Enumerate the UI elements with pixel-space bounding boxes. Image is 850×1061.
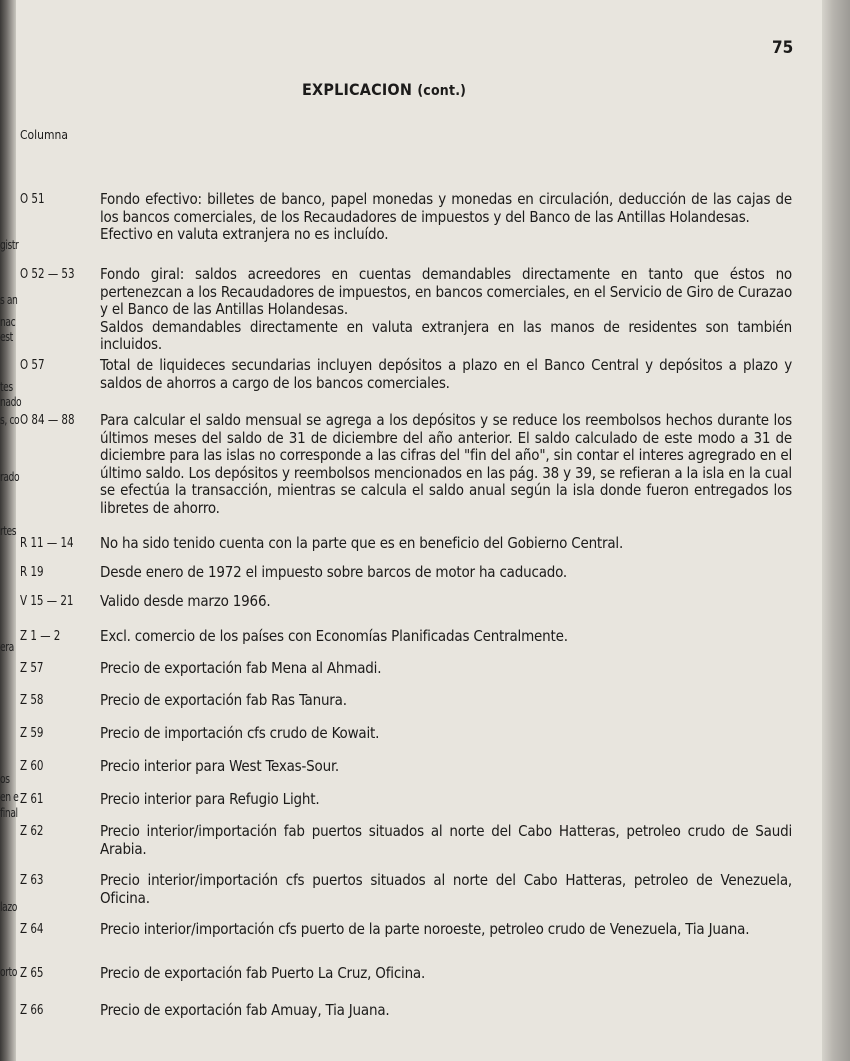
- entry-code: Z 64: [20, 921, 44, 937]
- margin-fragment: tes: [0, 380, 13, 394]
- entry-paragraph: Fondo giral: saldos acreedores en cuentas demandables directamente en tanto que éstos no pertenezcan a los Recaudadores de impuestos, en bancos comerciales, en el Servicio de Giro de Curazao y el Banco de las Antillas Holandesas.: [100, 265, 792, 318]
- entry-code: Z 62: [20, 823, 44, 839]
- entry-text: [100, 412, 792, 517]
- margin-fragment: os: [0, 772, 10, 786]
- entry-paragraph: Precio interior/importación cfs puertos situados al norte del Cabo Hatteras, petroleo de Venezuela, Oficina.: [100, 871, 792, 907]
- entry-paragraph: Precio de importación cfs crudo de Kowait.: [100, 724, 380, 742]
- column-header: Columna: [20, 128, 68, 142]
- entry-paragraph: No ha sido tenido cuenta con la parte que es en beneficio del Gobierno Central.: [100, 534, 624, 552]
- entry-code: Z 63: [20, 872, 44, 888]
- entry-paragraph: Precio interior/importación fab puertos situados al norte del Cabo Hatteras, petroleo crudo de Saudi Arabia.: [100, 822, 792, 858]
- margin-fragment: era: [0, 640, 14, 654]
- margin-fragment: lazo: [0, 900, 17, 914]
- margin-fragment: orto: [0, 965, 17, 979]
- entry-paragraph: Precio de exportación fab Mena al Ahmadi.: [100, 659, 382, 677]
- entry-paragraph: Para calcular el saldo mensual se agrega a los depósitos y se reduce los reembolsos hechos durante los últimos meses del saldo de 31 de diciembre del año anterior. El saldo calculado de este modo a 31 de diciembre para las islas no corresponde a las cifras del "fin del año", sin contar el interes agregrado en el último saldo. Los depósitos y reembolsos mencionados en las pág. 38 y 39, se refieran a la isla en la cual se efectúa la transacción, mientras se calcula el saldo anual según la isla donde fueron entregados los libretes de ahorro.: [100, 411, 792, 517]
- entry-code: Z 60: [20, 758, 44, 774]
- page-title: [302, 80, 466, 99]
- entry-paragraph: Precio de exportación fab Puerto La Cruz, Oficina.: [100, 964, 426, 982]
- entry-text: [100, 725, 792, 743]
- margin-fragment: est: [0, 330, 13, 344]
- entry-code: Z 61: [20, 791, 44, 807]
- margin-fragment: s, co: [0, 413, 20, 427]
- entry-paragraph: Total de liquideces secundarias incluyen depósitos a plazo en el Banco Central y depósitos a plazo y saldos de ahorros a cargo de los bancos comerciales.: [100, 356, 792, 392]
- entry-code: V 15 — 21: [20, 593, 74, 609]
- entry-text: [100, 535, 792, 553]
- entry-paragraph: Desde enero de 1972 el impuesto sobre barcos de motor ha caducado.: [100, 563, 568, 581]
- entry-text: [100, 872, 792, 907]
- entry-text: [100, 965, 792, 983]
- title-text: EXPLICACION: [302, 80, 413, 99]
- entry-code: O 51: [20, 191, 45, 207]
- entry-paragraph: Fondo efectivo: billetes de banco, papel monedas y monedas en circulación, deducción de las cajas de los bancos comerciales, de los Recaudadores de impuestos y del Banco de las Antillas Holandesas.: [100, 190, 792, 226]
- margin-fragment: en e: [0, 790, 19, 804]
- entry-code: Z 59: [20, 725, 44, 741]
- entry-text: [100, 692, 792, 710]
- entry-code: Z 58: [20, 692, 44, 708]
- page-binding-edge: [822, 0, 850, 1061]
- entry-code: O 52 — 53: [20, 266, 75, 282]
- entry-text: [100, 191, 792, 244]
- entry-paragraph: Precio interior para Refugio Light.: [100, 790, 320, 808]
- entry-paragraph: Efectivo en valuta extranjera no es incluído.: [100, 225, 389, 243]
- entry-text: [100, 1002, 792, 1020]
- entry-paragraph: Excl. comercio de los países con Economías Planificadas Centralmente.: [100, 627, 568, 645]
- entry-text: [100, 823, 792, 858]
- title-suffix: (cont.): [417, 83, 467, 99]
- margin-fragment: nac: [0, 315, 16, 329]
- entry-paragraph: Saldos demandables directamente en valuta extranjera en las manos de residentes son también incluidos.: [100, 317, 792, 353]
- entry-code: Z 57: [20, 660, 44, 676]
- entry-text: [100, 758, 792, 776]
- entry-code: Z 66: [20, 1002, 44, 1018]
- entry-code: R 11 — 14: [20, 535, 74, 551]
- entry-code: Z 65: [20, 965, 44, 981]
- entry-text: [100, 791, 792, 809]
- margin-fragment: rtes: [0, 524, 17, 538]
- entry-paragraph: Precio de exportación fab Ras Tanura.: [100, 691, 347, 709]
- entry-paragraph: Precio interior para West Texas-Sour.: [100, 757, 340, 775]
- entry-paragraph: Precio de exportación fab Amuay, Tia Juana.: [100, 1001, 390, 1019]
- entry-code: R 19: [20, 564, 44, 580]
- entry-code: O 84 — 88: [20, 412, 75, 428]
- entry-text: [100, 660, 792, 678]
- entry-text: [100, 921, 792, 939]
- entry-text: [100, 593, 792, 611]
- entry-code: O 57: [20, 357, 45, 373]
- entry-paragraph: Valido desde marzo 1966.: [100, 592, 271, 610]
- entry-text: [100, 564, 792, 582]
- page-number: 75: [772, 38, 794, 58]
- margin-fragment: final: [0, 806, 18, 820]
- margin-fragment: gistr: [0, 238, 19, 252]
- margin-fragment: s an: [0, 293, 18, 307]
- entry-text: [100, 357, 792, 392]
- entry-text: [100, 266, 792, 354]
- margin-fragment: rado: [0, 470, 20, 484]
- entry-paragraph: Precio interior/importación cfs puerto de la parte noroeste, petroleo crudo de Venezuela, Tia Juana.: [100, 920, 750, 938]
- margin-fragment: nado: [0, 395, 22, 409]
- entry-text: [100, 628, 792, 646]
- entry-code: Z 1 — 2: [20, 628, 61, 644]
